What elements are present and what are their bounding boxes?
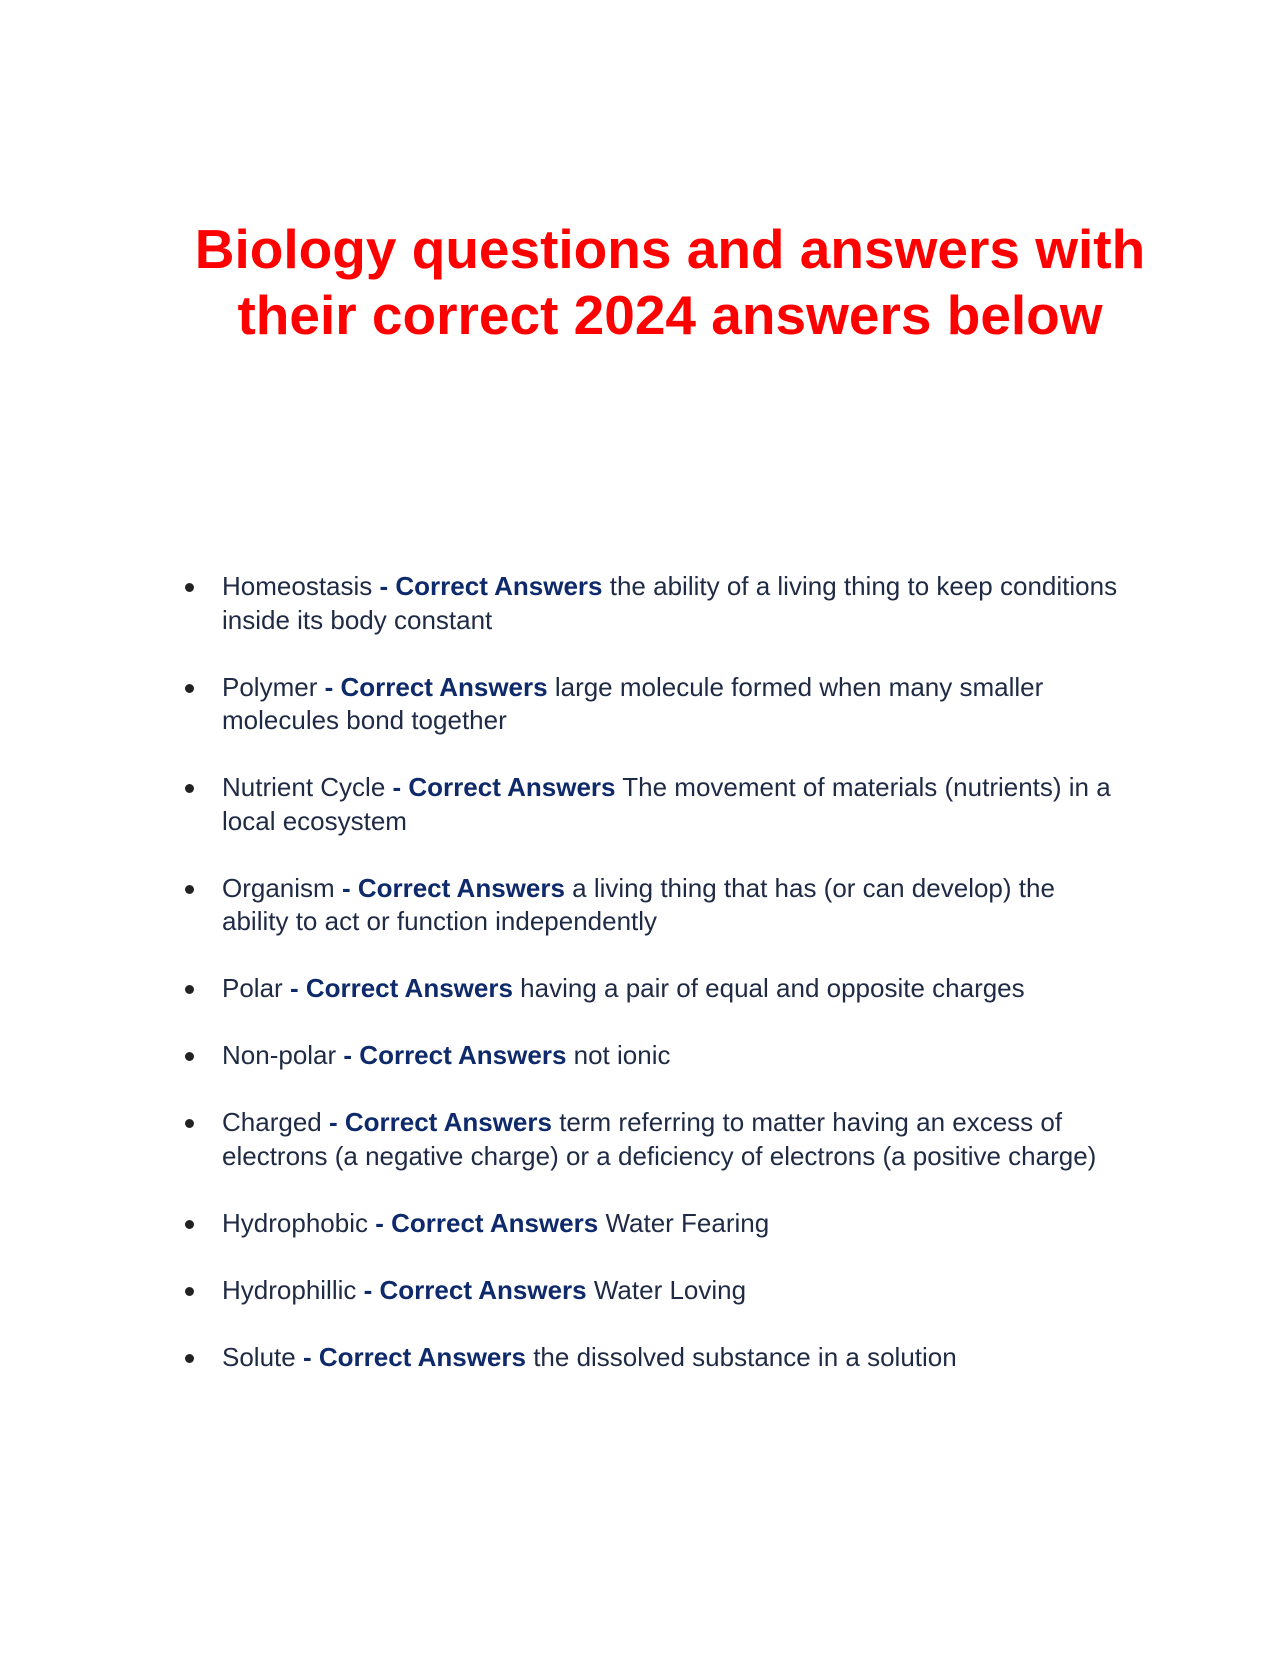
definition: a living thing that has (or can develop) the ability to act or function independently — [222, 872, 1055, 936]
term: Hydrophillic — [222, 1274, 357, 1305]
answer-label: - Correct Answers — [324, 671, 548, 702]
term: Polar — [222, 973, 283, 1003]
definition: term referring to matter having an excess of electrons (a negative charge) or a deficiency of electrons (a positive charge) — [222, 1107, 1097, 1171]
definition: having a pair of equal and opposite charges — [520, 973, 1025, 1003]
definition: the ability of a living thing to keep conditions inside its body constant — [222, 571, 1118, 635]
bullet-icon — [185, 1354, 194, 1363]
bullet-icon — [185, 1119, 194, 1128]
qa-list — [222, 570, 1122, 1408]
answer-label: - Correct Answers — [302, 1341, 526, 1372]
definition: Water Loving — [593, 1274, 747, 1305]
list-item — [222, 1106, 1122, 1173]
definition: not ionic — [573, 1040, 671, 1070]
answer-label: - Correct Answers — [375, 1207, 599, 1238]
answer-label: - Correct Answers — [343, 1040, 567, 1070]
bullet-icon — [185, 684, 194, 693]
list-item — [222, 1341, 1122, 1375]
bullet-icon — [185, 583, 194, 592]
definition: The movement of materials (nutrients) in a local ecosystem — [222, 772, 1111, 836]
term: Charged — [222, 1107, 322, 1137]
list-item — [222, 1274, 1122, 1308]
bullet-icon — [185, 784, 194, 793]
list-item — [222, 872, 1122, 939]
list-item — [222, 570, 1122, 637]
bullet-icon — [185, 1052, 194, 1061]
answer-label: - Correct Answers — [392, 772, 616, 802]
bullet-icon — [185, 1287, 194, 1296]
list-item — [222, 1039, 1122, 1073]
term: Nutrient Cycle — [222, 772, 386, 802]
term: Solute — [222, 1341, 296, 1372]
list-item — [222, 671, 1122, 738]
answer-label: - Correct Answers — [341, 872, 565, 903]
answer-label: - Correct Answers — [289, 973, 513, 1003]
list-item — [222, 1207, 1122, 1241]
answer-label: - Correct Answers — [328, 1107, 552, 1137]
term: Organism — [222, 872, 335, 903]
definition: large molecule formed when many smaller molecules bond together — [222, 671, 1044, 735]
bullet-icon — [185, 885, 194, 894]
definition: the dissolved substance in a solution — [533, 1341, 957, 1372]
term: Homeostasis — [222, 571, 373, 601]
page-title: Biology questions and answers with their correct 2024 answers below — [194, 218, 1146, 346]
answer-label: - Correct Answers — [363, 1274, 587, 1305]
term: Non-polar — [222, 1040, 337, 1070]
term: Polymer — [222, 671, 318, 702]
list-item — [222, 771, 1122, 838]
list-item — [222, 972, 1122, 1006]
bullet-icon — [185, 985, 194, 994]
definition: Water Fearing — [605, 1207, 770, 1238]
answer-label: - Correct Answers — [379, 571, 603, 601]
term: Hydrophobic — [222, 1207, 368, 1238]
bullet-icon — [185, 1220, 194, 1229]
